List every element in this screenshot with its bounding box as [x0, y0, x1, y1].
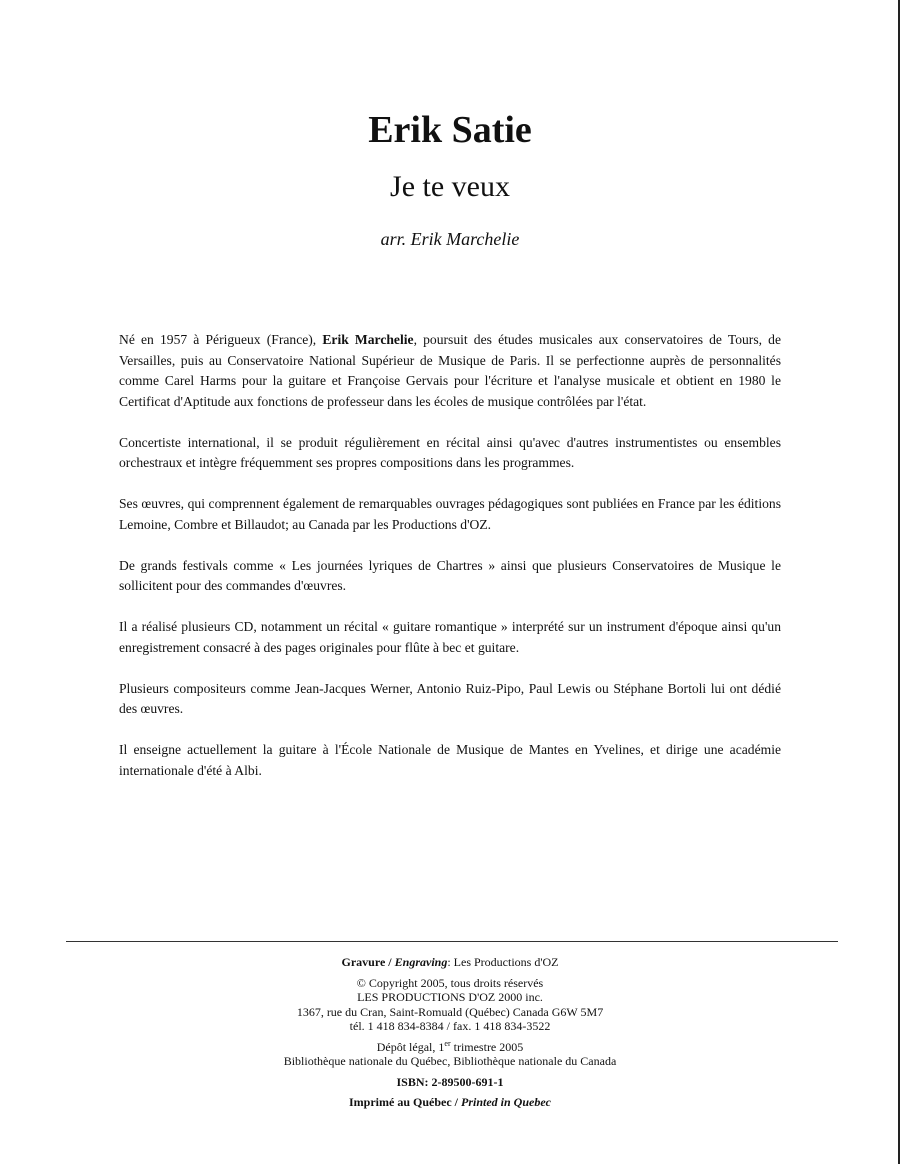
engraving-label-fr: Gravure [341, 955, 386, 969]
bio-paragraph-1 [119, 330, 781, 412]
piece-title: Je te veux [390, 170, 510, 203]
phone-line: tél. 1 418 834-8384 / fax. 1 418 834-3522 [349, 1019, 551, 1033]
bio-p1-intro: Né en 1957 à Périgueux (France), [119, 332, 323, 347]
composer-name: Erik Satie [368, 109, 532, 151]
bio-paragraph-4: De grands festivals comme « Les journées lyriques de Chartres » ainsi que plusieurs Conservatoires de Musique le sollicitent pour des commandes d'œuvres. [119, 557, 781, 593]
arranger-credit: arr. Erik Marchelie [380, 229, 520, 249]
printed-separator: / [451, 1095, 461, 1109]
engraving-value: : Les Productions d'OZ [447, 955, 559, 969]
engraving-line [0, 955, 900, 970]
bio-paragraph-5: Il a réalisé plusieurs CD, notamment un récital « guitare romantique » interprété sur un instrument d'époque ainsi qu'un enregistrement consacré à des pages originales pour flûte à bec et guitare. [119, 619, 781, 655]
copyright-line: © Copyright 2005, tous droits réservés [356, 975, 544, 990]
engraving-label-en: Engraving [394, 955, 448, 969]
bio-paragraph-6: Plusieurs compositeurs comme Jean-Jacques Werner, Antonio Ruiz-Pipo, Paul Lewis ou Stéphane Bortoli lui ont dédié des œuvres. [119, 680, 781, 716]
address-line: 1367, rue du Cran, Saint-Romuald (Québec) Canada G6W 5M7 [296, 1004, 604, 1019]
engraving-separator: / [385, 955, 395, 969]
isbn-line: ISBN: 2-89500-691-1 [396, 1074, 504, 1089]
libraries-line: Bibliothèque nationale du Québec, Bibliothèque nationale du Canada [283, 1054, 617, 1068]
publisher-line: LES PRODUCTIONS D'OZ 2000 inc. [357, 990, 543, 1004]
printed-fr: Imprimé au Québec [349, 1095, 452, 1109]
printed-line [0, 1095, 900, 1110]
legal-deposit-sup: er [444, 1038, 451, 1048]
bio-paragraph-7: Il enseigne actuellement la guitare à l'École Nationale de Musique de Mantes en Yvelines, et dirige une académie internationale d'été à Albi. [119, 742, 781, 778]
bio-p1-name: Erik Marchelie [322, 332, 414, 347]
bio-p1-rest: , poursuit des études musicales aux conservatoires de Tours, de Versailles, puis au Conservatoire National Supérieur de Musique de Paris. Il se perfectionne auprès de personnalités comme Carel Harms pour la guitare et Françoise Gervais pour l'écriture et l'analyse musicale et obtient en 1980 le Certificat d'Aptitude aux fonctions de professeur dans les écoles de musique contrôlées par l'état. [119, 332, 781, 409]
footer [0, 955, 900, 1110]
bio-paragraph-2: Concertiste international, il se produit régulièrement en récital ainsi qu'avec d'autres instrumentistes ou ensembles orchestraux et intègre fréquemment ses propres compositions dans les programmes. [119, 434, 781, 470]
legal-deposit-pre: Dépôt légal, 1 [376, 1039, 445, 1054]
biography [119, 330, 781, 802]
bio-paragraph-3: Ses œuvres, qui comprennent également de remarquables ouvrages pédagogiques sont publiées en France par les éditions Lemoine, Combre et Billaudot; au Canada par les Productions d'OZ. [119, 496, 781, 532]
legal-deposit-line [0, 1040, 900, 1055]
footer-divider [66, 941, 838, 942]
legal-deposit-post: trimestre 2005 [450, 1039, 524, 1054]
printed-en: Printed in Quebec [461, 1095, 551, 1109]
